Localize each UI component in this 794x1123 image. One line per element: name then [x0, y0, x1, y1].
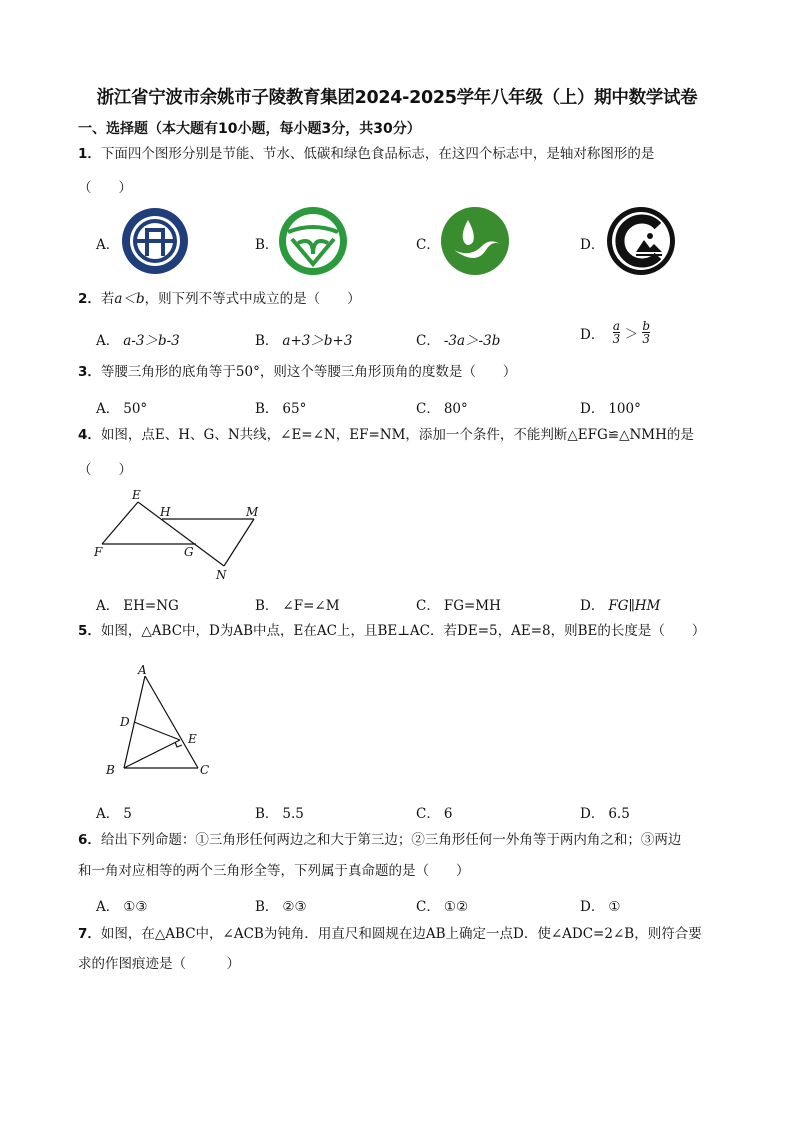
- option-d[interactable]: D． $\frac{a}{3}$ ＞ $\frac{b}{3}$: [580, 319, 651, 346]
- question-number: 1．: [78, 146, 101, 162]
- water-saving-logo-icon: [278, 206, 348, 276]
- point-label-h: H: [160, 505, 171, 519]
- question-text: 下面四个图形分别是节能、节水、低碳和绿色食品标志，在这四个标志中，是轴对称图形的是: [100, 146, 655, 162]
- option-b[interactable]: B． 5.5: [255, 806, 304, 822]
- option-d[interactable]: D． ①: [580, 899, 621, 915]
- option-a[interactable]: A．: [96, 237, 120, 253]
- option-a[interactable]: A． 50°: [96, 401, 148, 417]
- point-label-e: E: [188, 732, 197, 746]
- option-c[interactable]: C． -3a＞-3b: [416, 333, 501, 349]
- q5-figure: [100, 660, 220, 780]
- point-label-a: A: [138, 663, 147, 677]
- answer-paren: （ ）: [78, 462, 132, 478]
- option-a[interactable]: A． EH=NG: [96, 598, 179, 614]
- point-label-c: C: [200, 763, 210, 777]
- question-7: 7．如图，在△ABC中，∠ACB为钝角．用直尺和圆规在边AB上确定一点D．使∠ADC=2∠B，则符合要: [78, 926, 702, 942]
- option-c[interactable]: C． ①②: [416, 899, 469, 915]
- answer-paren: （ ）: [78, 180, 132, 196]
- point-label-m: M: [246, 505, 259, 519]
- point-label-g: G: [184, 545, 194, 559]
- question-1: [78, 147, 654, 161]
- point-label-b: B: [106, 763, 115, 777]
- fraction: $\frac{a}{3}$: [612, 319, 621, 346]
- option-d[interactable]: D． FG∥HM: [580, 598, 661, 614]
- question-3: 3．等腰三角形的底角等于50°，则这个等腰三角形顶角的度数是（ ）: [78, 364, 517, 380]
- q4-figure: [90, 486, 270, 581]
- question-5: 5．如图，△ABC中，D为AB中点，E在AC上，且BE⊥AC．若DE=5，AE=8，则BE的长度是（ ）: [78, 623, 706, 639]
- question-7-line-2: 求的作图痕迹是（ ）: [78, 956, 240, 972]
- option-b[interactable]: B． ②③: [255, 899, 307, 915]
- option-c[interactable]: C．: [416, 237, 440, 253]
- green-food-logo-icon: [606, 206, 676, 276]
- option-b[interactable]: B． a+3＞b+3: [255, 333, 353, 349]
- option-c[interactable]: C． 80°: [416, 401, 468, 417]
- section-heading: 一、选择题（本大题有10小题，每小题3分，共30分）: [78, 121, 421, 137]
- question-4: 4．如图，点E、H、G、N共线，∠E=∠N，EF=NM，添加一个条件，不能判断△EFG≌△NMH的是: [78, 427, 694, 443]
- option-c[interactable]: C． FG=MH: [416, 598, 501, 614]
- option-c[interactable]: C． 6: [416, 806, 453, 822]
- option-d[interactable]: D． 6.5: [580, 806, 630, 822]
- energy-saving-logo-icon: [120, 206, 190, 276]
- point-label-d: D: [120, 715, 130, 729]
- low-carbon-logo-icon: [440, 206, 510, 276]
- option-a[interactable]: A． 5: [96, 806, 132, 822]
- option-a[interactable]: A． ①③: [96, 899, 148, 915]
- option-b[interactable]: B．: [255, 237, 279, 253]
- point-label-n: N: [216, 568, 227, 582]
- option-b[interactable]: B． 65°: [255, 401, 307, 417]
- condition: a＜b: [114, 291, 145, 307]
- question-6: 6．给出下列命题：①三角形任何两边之和大于第三边；②三角形任何一外角等于两内角之和；③两边: [78, 832, 682, 848]
- option-d[interactable]: D．: [580, 237, 605, 253]
- point-label-f: F: [94, 545, 103, 559]
- point-label-e: E: [132, 488, 141, 502]
- fraction: $\frac{b}{3}$: [642, 319, 651, 346]
- exam-title: 浙江省宁波市余姚市子陵教育集团2024-2025学年八年级（上）期中数学试卷: [96, 88, 698, 108]
- option-a[interactable]: A． a-3＞b-3: [96, 333, 180, 349]
- option-d[interactable]: D． 100°: [580, 401, 641, 417]
- option-b[interactable]: B． ∠F=∠M: [255, 598, 340, 614]
- question-2: 2．若a＜b，则下列不等式中成立的是（ ）: [78, 291, 361, 307]
- question-6-line-2: 和一角对应相等的两个三角形全等，下列属于真命题的是（ ）: [78, 863, 470, 879]
